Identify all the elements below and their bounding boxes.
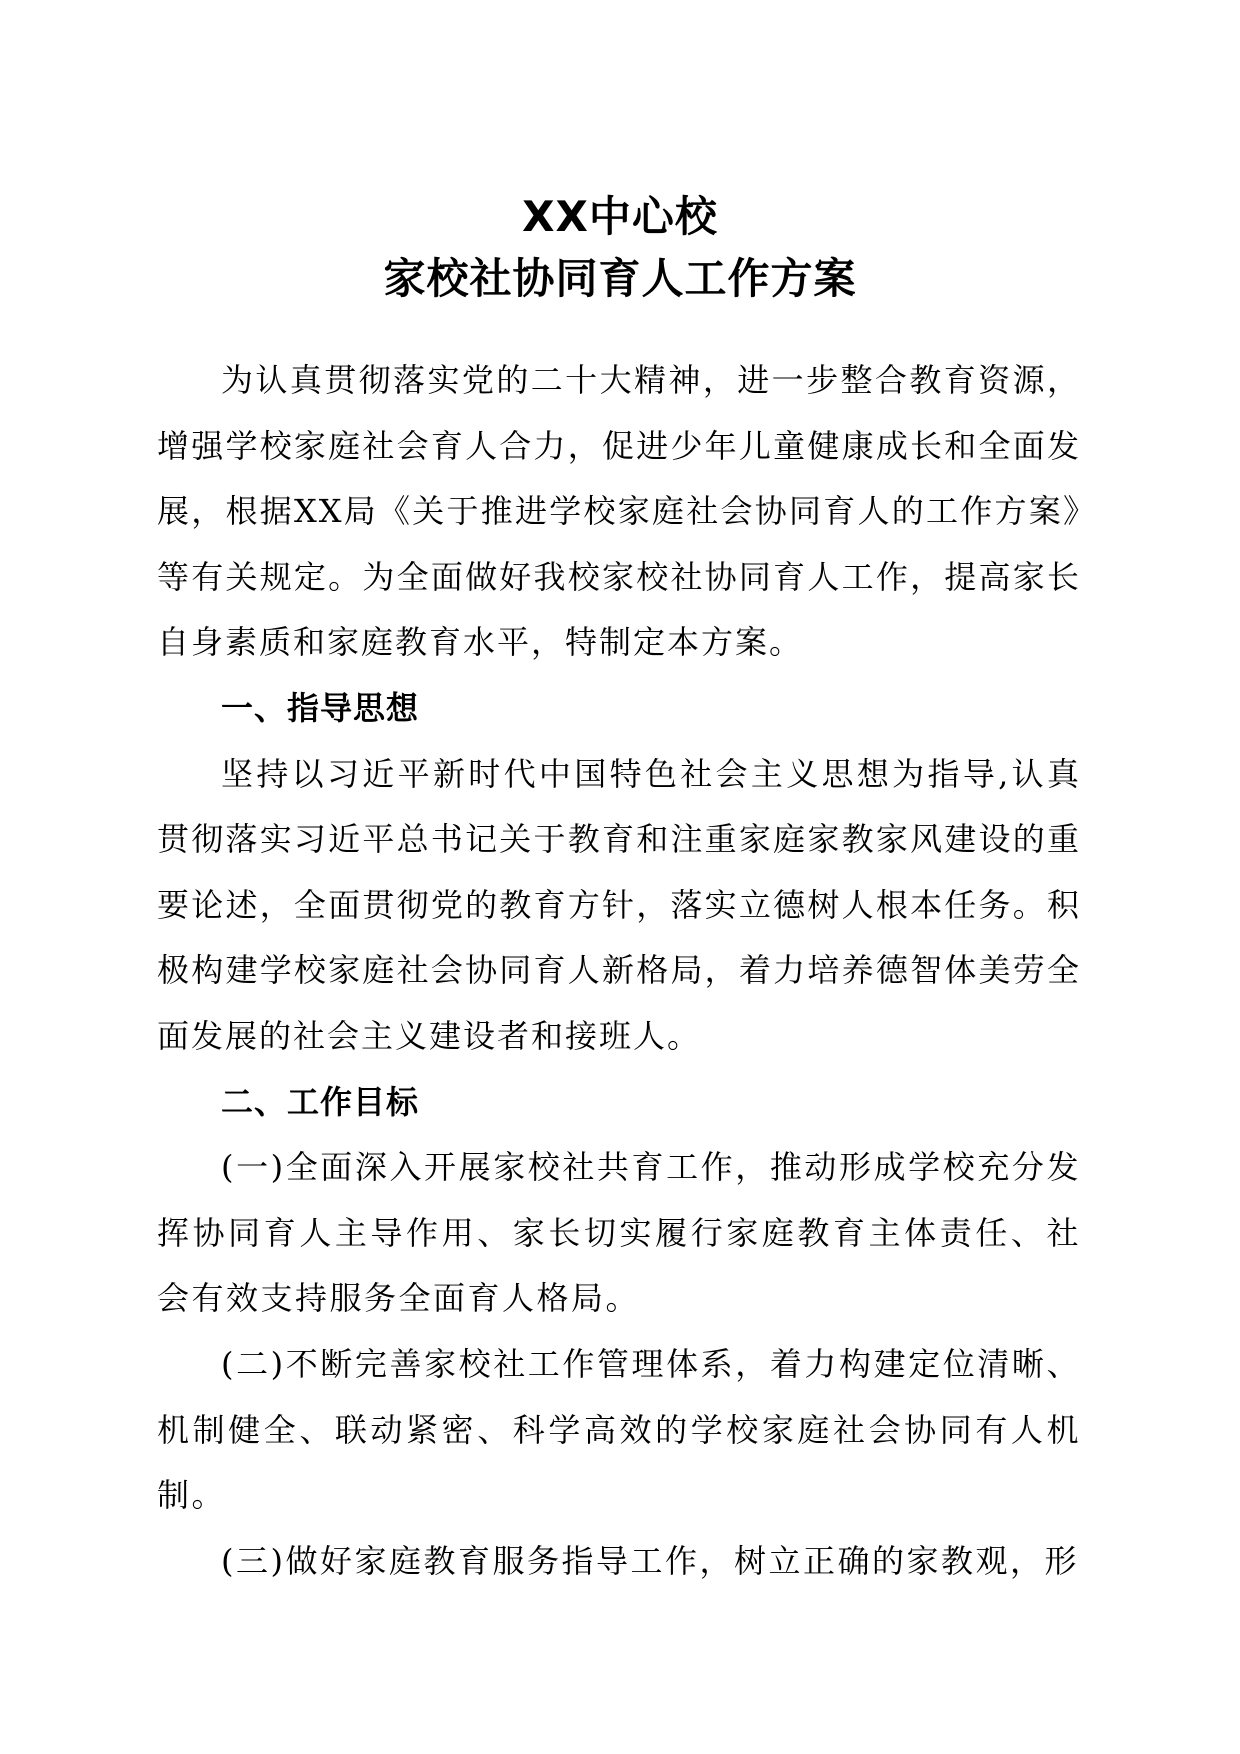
section-heading-guiding-ideology: 一、指导思想 xyxy=(221,688,420,727)
work-goal-item-1: (一)全面深入开展家校社共育工作，推动形成学校充分发挥协同育人主导作用、家长切实履行家庭教育主体责任、社会有效支持服务全面育人格局。 xyxy=(157,1148,1081,1318)
work-goal-item-2: (二)不断完善家校社工作管理体系，着力构建定位清晰、机制健全、联动紧密、科学高效的学校家庭社会协同有人机制。 xyxy=(157,1344,1081,1515)
title-plan-name: 家校社协同育人工作方案 xyxy=(383,254,857,303)
guiding-ideology-paragraph: 坚持以习近平新时代中国特色社会主义思想为指导,认真贯彻落实习近平总书记关于教育和注重家庭家教家风建设的重要论述，全面贯彻党的教育方针，落实立德树人根本任务。积极构建学校家庭社会协同育人新格局，着力培养德智体美劳全面发展的社会主义建设者和接班人。 xyxy=(157,754,1081,1055)
work-goal-item-3: (三)做好家庭教育服务指导工作，树立正确的家教观，形 xyxy=(221,1541,1079,1580)
title-school-name: XX中心校 xyxy=(522,192,718,241)
document-body xyxy=(157,348,1081,1594)
section-heading-work-goals: 二、工作目标 xyxy=(221,1082,420,1121)
document-title xyxy=(0,186,1240,310)
intro-paragraph: 为认真贯彻落实党的二十大精神，进一步整合教育资源，增强学校家庭社会育人合力，促进少年儿童健康成长和全面发展，根据XX局《关于推进学校家庭社会协同育人的工作方案》等有关规定。为全面做好我校家校社协同育人工作，提高家长自身素质和家庭教育水平，特制定本方案。 xyxy=(157,361,1081,662)
